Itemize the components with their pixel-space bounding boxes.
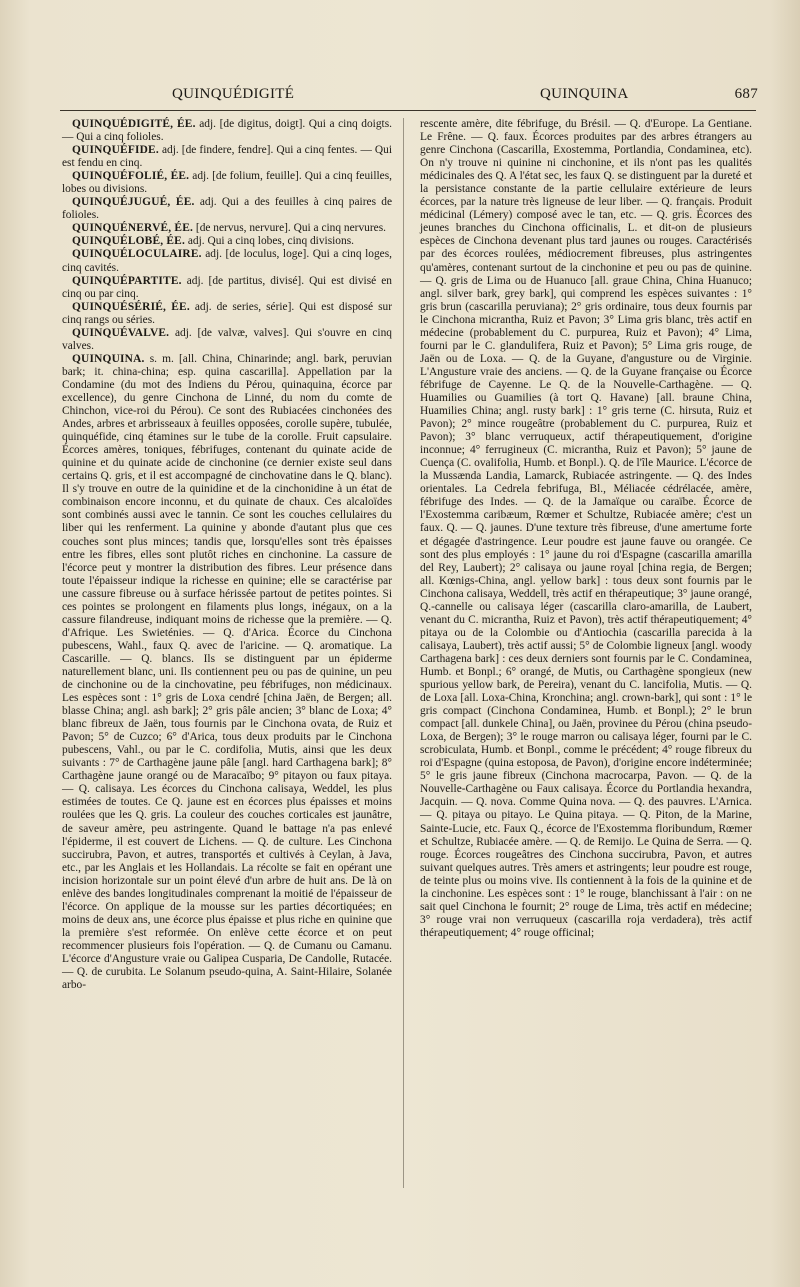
- left-column: [62, 118, 392, 992]
- entry: [62, 170, 392, 196]
- header-right-word: QUINQUINA: [540, 86, 629, 102]
- entry-text: adj. [de findere, fendre]. Qui a cinq fentes. — Qui est fendu en cinq.: [62, 144, 392, 170]
- entry-headword: QUINQUÉSÉRIÉ, ÉE.: [72, 300, 190, 313]
- entry: [62, 222, 392, 235]
- entry-headword: QUINQUÉPARTITE.: [72, 274, 182, 287]
- entry: [62, 235, 392, 248]
- entry-text: adj. [de loculus, loge]. Qui a cinq loges, cinq cavités.: [62, 248, 392, 274]
- entry-continuation: rescente amère, dite fébrifuge, du Brésil. — Q. d'Europe. La Gentiane. Le Frêne. — Q. faux. Écorces produites par des arbres étrangers au genre Cinchona (Cascarilla, Exostemma, Portlandia, Condaminea, etc). On n'y trouve ni quinine ni cinchonine, et ils n'ont pas les qualités médicinales des Q. A l'état sec, les faux Q. se distinguent par la dureté et la persistance constante de la partie cellulaire extérieure de leurs écorces, par la nature très ligneuse de leur liber. — Q. français. Produit médicinal (Lémery) composé avec le tan, etc. — Q. gris. Écorces des jeunes branches du Cinchona officinalis, L. et dit-on de plusieurs espèces de Cinchona devenant plus tard jaunes ou rouges. Caractérisés par des écorces roulées, médiocrement fibreuses, plus astringentes qu'amères, contenant surtout de la cinchonine et peu ou pas de quinine. — Q. gris de Lima ou de Huanuco [all. graue China, China Huanuco; angl. silver bark, grey bark], qui comprend les espèces suivantes : 1° gris brun (cascarilla peruviana); 2° gris ordinaire, tous deux fournis par le Cinchona micrantha, Ruiz et Pavon; 3° Lima gris blanc, très actif en médecine (probablement du C. purpurea, Ruiz et Pavon); 4° Lima, fourni par le C. glandulifera, Ruiz et Pavon); 5° Lima gris rouge, de Jaën ou de Loxa. — Q. de la Guyane, d'angusture ou de Virginie. L'Angusture vraie des anciens. — Q. de la Guyane française ou Écorce fébrifuge de Cayenne. Le Q. de la Nouvelle-Carthagène. — Q. Huamilies ou Guamilies (à tort Q. Havane) [all. braune China, Huamilies China; angl. rusty bark] : 1° gris terne (C. hirsuta, Ruiz et Pavon); 2° mince rougeâtre (probablement du C. purpurea, Ruiz et Pavon); 3° blanc verruqueux, actif thérapeutiquement, d'origine inconnue; 4° ferrugineux (C. micrantha, Ruiz et Pavon); 5° jaune de Cuença (C. ovalifolia, Humb. et Bonpl.). Q. de l'île Maurice. L'écorce de la Mussænda Landia, Lamarck, Rubiacée astringente. — Q. des Indes orientales. La Cedrela febrifuga, Bl., Méliacée cédrélacée, amère, fébrifuge des Indes. — Q. de la Jamaïque ou caraïbe. Écorce de l'Exostemma caribæum, Rœmer et Schultze, Rubiacée amère; c'est un faux. Q. — Q. jaunes. D'une texture très fibreuse, d'une amertume forte et dégagée d'astringence. Leur poudre est jaune fauve ou orangée. Ce sont des plus employés : 1° jaune du roi d'Espagne (cascarilla amarilla del Rey, Laubert); 2° calisaya ou jaune royal [china regia, de Bergen; all. Kœnigs-China, angl. yellow bark] : tous deux sont fournis par le Cinchona calisaya, Weddell, très actif en thérapeutique; 3° jaune orangé, Q.-cannelle ou calisaya léger (cascarilla claro-amarilla, de Laubert, venant du C. micrantha, Ruiz et Pavon), très actif thérapeutiquement; 4° pitaya ou de la Colombie ou d'Antiochia (cascarilla parecida à la calisaya, Laubert), très actif aussi; 5° de Colombie ligneux [angl. woody Carthagena bark] : ces deux derniers sont fournis par le C. Condaminea, Humb. et Bonpl.; 6° orangé, de Mutis, ou Carthagène spongieux (new spurious yellow bark, de Pereira), venant du C. lancifolia, Mutis. — Q. de Loxa [all. Loxa-China, Kronchina; angl. crown-bark], qui sont : 1° le gris compact (Cinchona Condaminea, Humb. et Bonpl.); 2° le brun compact [all. dunkele China], ou Jaën, provinee du Pérou (china pseudo-Loxa, de Bergen); 3° le rouge marron ou calisaya léger, fourni par le C. scrobiculata, Humb. et Bonpl., comme le précédent; 4° rouge fibreux du roi d'Espagne (quina estoposa, de Pavon), d'origine encore indéterminée; 5° le gris jaune fibreux (Cinchona macrocarpa, Pavon. — Q. de la Nouvelle-Carthagène ou Faux calisaya. Écorce du Portlandia hexandra, Jacquin. — Q. nova. Comme Quina nova. — Q. des pauvres. L'Arnica. — Q. pitaya ou pitayo. Le Quina pitaya. — Q. Piton, de la Marine, Sainte-Lucie, etc. Faux Q., écorce de l'Exostemma floribundum, Rœmer et Schultze, Rubiacée amère. — Q. de Remijo. Le Quina de Serra. — Q. rouge. Écorces rougeâtres des Cinchona succirubra, Pavon, et autres suivant quelques autres. Très amers et astringents; leur poudre est rouge, de teinte plus ou moins vive. Ils contiennent à la fois de la quinine et de la cinchonine. Les espèces sont : 1° le rouge, blanchissant à l'air : on ne sait quel Cinchona le fournit; 2° rouge de Lima, très actif en médecine; 3° rouge vrai non verruqueux (cascarilla roja verdadera), très actif thérapeutiquement; 4° rouge officinal;: [420, 118, 752, 939]
- entry-text: [de nervus, nervure]. Qui a cinq nervures.: [193, 222, 386, 235]
- entry: [62, 196, 392, 222]
- entry-text: s. m. [all. China, Chinarinde; angl. bark, peruvian bark; it. china-china; esp. quina cascarilla]. Appellation par la Condamine (du mot des Indiens du Pérou, quinaquina, écorce par excellence), du genre Cinchona de Linné, du nom du comte de Chinchon, vice-roi du Pérou). Ce sont des Rubiacées cinchonées des Andes, arbres et arbrisseaux à feuilles opposées, corolle supère, tubulée, quinquéfide, cinq étamines sur le tube de la corolle. Fruit capsulaire. Écorces amères, toniques, fébrifuges, contenant du quinate acide de quinine et du quinate acide de cinchonine (ce dernier existe seul dans certains Q. gris, et il est accompagné de cinchovatine dans le Q. blanc). Il s'y trouve en outre de la quinidine et de la cinchonidine à un état de combinaison encore inconnu, et du quinate de chaux. Ces alcaloïdes sont combinés aussi avec le tannin. Ce sont les couches cellulaires du liber qui les renferment. La quinine y abonde d'autant plus que ces couches sont plus minces; tandis que, lorsqu'elles sont très épaisses entre les fibres, elles sont plutôt riches en cinchonine. La cassure de l'écorce peut y montrer la distribution des fibres. Leur présence dans toute l'épaisseur indique la richesse en quinine; elle se caractérise par une cassure fibreuse ou à surface hérissée partout de petites pointes. Si ces pointes se prolongent en filaments plus longs, inégaux, on a la cassure filandreuse, indiquant moins de richesse que la première. — Q. d'Afrique. Les Swieténies. — Q. d'Arica. Écorce du Cinchona pubescens, Wahl., faux Q. avec de l'aricine. — Q. aromatique. La Cascarille. — Q. blancs. Ils se distinguent par un épiderme naturellement blanc, uni. Ils contiennent peu ou pas de quinine, un peu de cinchonine ou de la cinchovatine, peu fébrifuges, non médicinaux. Les espèces sont : 1° gris de Loxa cendré [china Jaën, de Bergen; all. blasse China; angl. ash bark]; 2° gris pâle ancien; 3° blanc de Loxa; 4° blanc fibreux de Jaën, tous fournis par le Cinchona ovata, de Ruiz et Pavon; 5° de Cuzco; 6° d'Arica, tous deux produits par le Cinchona pubescens, Vahl., ou par le C. cordifolia, Mutis, ainsi que les deux suivants : 7° de Carthagène jaune pâle [angl. hard Carthagena bark]; 8° Carthagène jaune orangé ou de Maracaïbo; 9° pitayon ou faux pitaya. — Q. calisaya. Les écorces du Cinchona calisaya, Weddel, les plus estimées de toutes. Ce Q. jaune est en écorces plus épaisses et moins roulées que les Q. gris. La couleur des couches corticales est jaunâtre, de saveur amère, peu astringente. Quand le battage n'a pas enlevé l'épiderme, il est couvert de Lichens. — Q. de culture. Les Cinchona succirubra, Pavon, et autres, transportés et cultivés à Ceylan, à Java, etc., par les Anglais et les Hollandais. La récolte se fait en opérant une incision horizontale sur un point élevé d'un arbre de huit ans. De là on enlève des bandes longitudinales comprenant la moitié de l'épaisseur de l'écorce. On applique de la mousse sur les parties décortiquées; en moins de deux ans, une écorce plus épaisse et plus riche en quinine que la première s'est reformée. On enlève cette écorce et on peut recommencer plusieurs fois l'opération. — Q. de Cumanu ou Camanu. L'écorce d'Angusture vraie ou Galipea Cusparia, De Candolle, Rutacée. — Q. de curubita. Le Solanum pseudo-quina, A. Saint-Hilaire, Solanée arbo-: [62, 352, 392, 992]
- entry-text: adj. de series, série]. Qui est disposé sur cinq rangs ou séries.: [62, 300, 392, 326]
- entry-headword: QUINQUÉVALVE.: [72, 326, 170, 339]
- entry-text: adj. Qui a des feuilles à cinq paires de folioles.: [62, 196, 392, 222]
- entry-text: adj. [de digitus, doigt]. Qui a cinq doigts. — Qui a cinq folioles.: [62, 118, 392, 144]
- entry-text: adj. [de folium, feuille]. Qui a cinq feuilles, lobes ou divisions.: [62, 170, 393, 196]
- entry-headword: QUINQUÉDIGITÉ, ÉE.: [72, 118, 196, 130]
- page-number: 687: [734, 86, 758, 102]
- entry-text: adj. Qui a cinq lobes, cinq divisions.: [185, 235, 354, 248]
- header-rule: [60, 110, 756, 111]
- entry-text: adj. [de valvæ, valves]. Qui s'ouvre en cinq valves.: [62, 326, 392, 352]
- entry-headword: QUINQUÉLOCULAIRE.: [72, 248, 202, 261]
- entry-headword: QUINQUÉFIDE.: [72, 144, 159, 157]
- header-left-word: QUINQUÉDIGITÉ: [172, 86, 295, 102]
- entry-headword: QUINQUÉLOBÉ, ÉE.: [72, 235, 186, 248]
- entry: [62, 118, 392, 144]
- entry-headword: QUINQUÉNERVÉ, ÉE.: [72, 222, 194, 235]
- entry-headword: QUINQUÉJUGUÉ, ÉE.: [72, 196, 195, 209]
- entry: [62, 353, 392, 992]
- entry-headword: QUINQUINA.: [72, 352, 145, 365]
- running-header: [60, 86, 758, 108]
- entry-headword: QUINQUÉFOLIÉ, ÉE.: [72, 170, 190, 183]
- column-divider: [403, 118, 404, 1188]
- entry: [62, 144, 392, 170]
- entry: [62, 275, 392, 301]
- right-column: [420, 118, 752, 940]
- entry: [62, 248, 392, 274]
- entry-text: adj. [de partitus, divisé]. Qui est divisé en cinq ou par cinq.: [62, 274, 392, 300]
- entry: [62, 327, 392, 353]
- entry: [62, 301, 392, 327]
